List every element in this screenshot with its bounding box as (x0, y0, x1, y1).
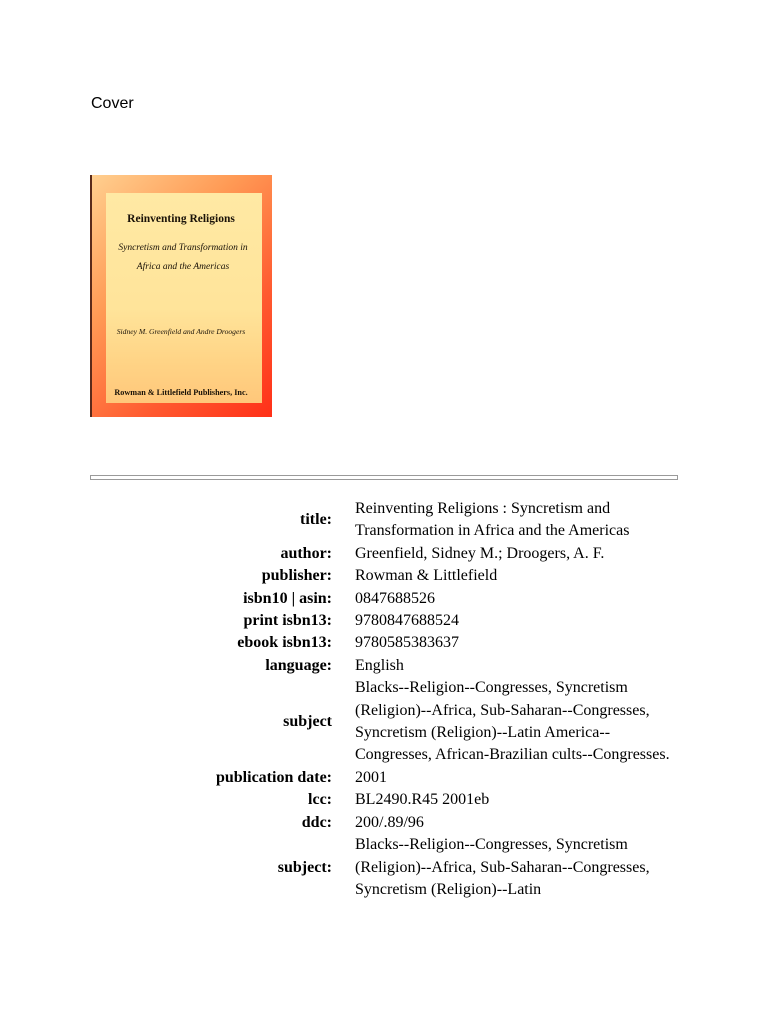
subject-label: subject (283, 712, 332, 730)
subject-label-2: subject: (277, 858, 332, 876)
table-row (90, 655, 675, 677)
table-row (90, 677, 675, 767)
title-label: title: (300, 511, 332, 529)
table-row (90, 498, 675, 543)
language-value: English (355, 656, 404, 674)
isbn10-value: 0847688526 (355, 589, 435, 607)
subject-value-2: Blacks--Religion--Congresses, Syncretism (Religion)--Africa, Sub-Saharan--Congresses, Syncretism (Religion)--Latin (355, 836, 650, 898)
ddc-label: ddc: (301, 813, 332, 831)
language-label: language: (265, 656, 332, 674)
cover-subtitle (108, 239, 258, 277)
print-isbn13-value: 9780847688524 (355, 612, 459, 630)
ddc-value: 200/.89/96 (355, 813, 424, 831)
author-value: Greenfield, Sidney M.; Droogers, A. F. (355, 544, 605, 562)
isbn10-label: isbn10 | asin: (243, 589, 332, 607)
lcc-value: BL2490.R45 2001eb (355, 791, 490, 809)
ebook-isbn13-value: 9780585383637 (355, 634, 459, 652)
publisher-label: publisher: (261, 567, 332, 585)
cover-heading: Cover (91, 95, 134, 112)
subject-value: Blacks--Religion--Congresses, Syncretism (Religion)--Africa, Sub-Saharan--Congresses, Syncretism (Religion)--Latin America--Congresses, African-Brazilian cults--Congresses. (355, 679, 670, 764)
table-row (90, 565, 675, 587)
table-row (90, 789, 675, 811)
horizontal-divider (90, 475, 678, 480)
table-row (90, 834, 675, 901)
cover-authors: Sidney M. Greenfield and Andre Droogers (116, 327, 246, 336)
metadata-table (90, 498, 675, 901)
table-row (90, 610, 675, 632)
title-value: Reinventing Religions : Syncretism and Transformation in Africa and the Americas (355, 500, 630, 540)
page-bottom-margin (0, 924, 768, 1024)
book-cover-image (90, 175, 272, 417)
lcc-label: lcc: (308, 791, 332, 809)
cover-subtitle-line-1: Syncretism and Transformation in (118, 243, 248, 253)
publication-date-label: publication date: (215, 768, 332, 786)
table-row (90, 767, 675, 789)
table-row (90, 588, 675, 610)
cover-spine-edge (90, 175, 92, 417)
ebook-isbn13-label: ebook isbn13: (237, 634, 332, 652)
print-isbn13-label: print isbn13: (243, 612, 332, 630)
table-row (90, 632, 675, 654)
table-row (90, 812, 675, 834)
cover-subtitle-line-2: Africa and the Americas (136, 262, 230, 272)
cover-publisher: Rowman & Littlefield Publishers, Inc. (114, 388, 248, 397)
publication-date-value: 2001 (355, 768, 387, 786)
publisher-value: Rowman & Littlefield (355, 567, 498, 585)
cover-title: Reinventing Religions (127, 213, 235, 225)
table-row (90, 543, 675, 565)
author-label: author: (280, 544, 332, 562)
